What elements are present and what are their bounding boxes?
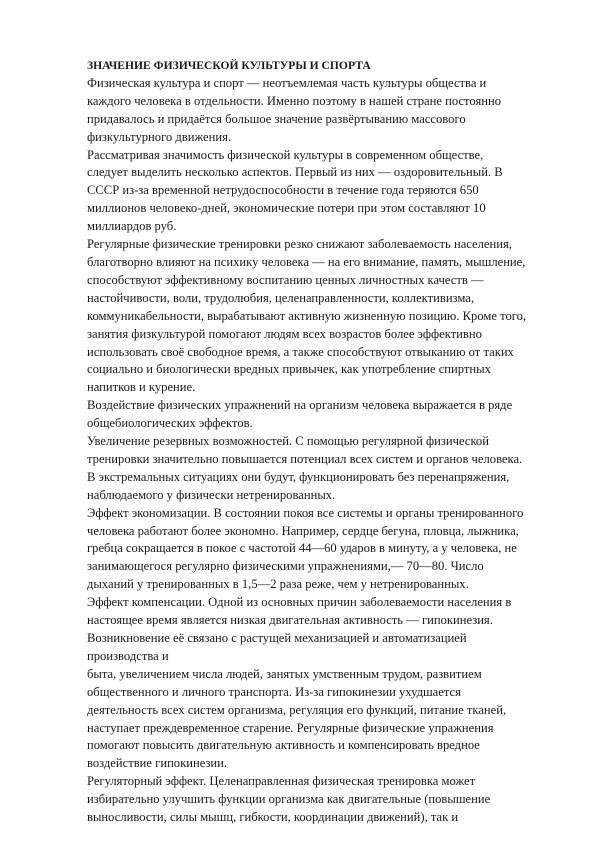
text-line: каждого человека в отдельности. Именно поэтому в нашей стране постоянно: [87, 93, 502, 108]
text-line: выносливости, силы мышц, гибкости, координации движений), так и: [87, 810, 459, 825]
text-line: настойчивости, воли, трудолюбия, целенаправленности, коллективизма,: [87, 290, 474, 305]
text-line: физкультурного движения.: [87, 129, 232, 144]
text-line: общественного и личного транспорта. Из-за гипокинезии ухудшается: [87, 684, 461, 699]
text-line: Возникновение её связано с растущей механизацией и автоматизацией: [87, 631, 467, 645]
text-line: напитков и курение.: [87, 380, 196, 395]
text-line: благотворно влияют на психику человека — на его внимание, память, мышление,: [87, 254, 526, 269]
text-line: наблюдаемого у физически нетренированных.: [87, 487, 336, 502]
text-line: СССР из-за временной нетрудоспособности в течение года теряются 650: [87, 183, 479, 198]
text-line: человека работают более экономно. Например, сердце бегуна, пловца, лыжника,: [87, 523, 519, 538]
text-line: Рассматривая значимость физической культуры в современном обществе,: [87, 147, 484, 162]
text-line: занимающегося регулярно физическими упражнениями,— 70—80. Число: [87, 559, 484, 574]
text-line: социально и биологически вредных привычек, как употребление спиртных: [87, 362, 491, 377]
text-line: придавалось и придаётся большое значение развёртыванию массового: [87, 111, 466, 126]
text-line: общебиологических эффектов.: [87, 416, 253, 431]
text-line: миллионов человеко-дней, экономические потери при этом составляют 10: [87, 201, 486, 216]
text-line: тренировки значительно повышается потенциал всех систем и органов человека.: [87, 451, 523, 466]
text-line: деятельность всех систем организма, регуляция его функций, питание тканей,: [87, 702, 507, 717]
text-line: воздействие гипокинезии.: [87, 756, 228, 771]
text-line: Регуляторный эффект. Целенаправленная физическая тренировка может: [87, 774, 476, 789]
text-line: миллиардов руб.: [87, 219, 177, 234]
text-line: В экстремальных ситуациях они будут, функционировать без перенапряжения,: [87, 469, 510, 484]
text-line: настоящее время является низкая двигательная активность — гипокинезия.: [87, 613, 493, 628]
text-line: избирательно улучшить функции организма как двигательные (повышение: [87, 792, 491, 807]
text-line: занятия физкультурой помогают людям всех возрастов более эффективно: [87, 326, 482, 341]
document-body: [87, 57, 562, 827]
text-line: использовать своё свободное время, а также способствуют отвыканию от таких: [87, 344, 514, 359]
text-line: следует выделить несколько аспектов. Первый из них — оздоровительный. В: [87, 165, 503, 180]
text-line: Эффект экономизации. В состоянии покоя все системы и органы тренированного: [87, 505, 524, 520]
text-line: Регулярные физические тренировки резко снижают заболеваемость населения,: [87, 237, 512, 252]
document-text: [87, 75, 562, 827]
text-line: способствуют эффективному воспитанию ценных личностных качеств —: [87, 272, 484, 287]
text-line: Физическая культура и спорт — неотъемлемая часть культуры общества и: [87, 75, 487, 90]
text-line: Воздействие физических упражнений на организм человека выражается в ряде: [87, 398, 513, 413]
text-line: наступает преждевременное старение. Регулярные физические упражнения: [87, 720, 494, 735]
text-line: помогают повысить двигательную активность и компенсировать вредное: [87, 738, 480, 753]
text-line: коммуникабельности, вырабатывают активную жизненную позицию. Кроме того,: [87, 308, 527, 323]
text-line: гребца сокращается в покое с частотой 44—60 ударов в минуту, а у человека, не: [87, 541, 517, 556]
text-line: дыханий у тренированных в 1,5—2 раза реже, чем у нетренированных.: [87, 577, 469, 592]
text-line: быта, увеличением числа людей, занятых умственным трудом, развитием: [87, 666, 482, 681]
text-line: Увеличение резервных возможностей. С помощью регулярной физической: [87, 434, 489, 449]
document-title: ЗНАЧЕНИЕ ФИЗИЧЕСКОЙ КУЛЬТУРЫ И СПОРТА: [87, 59, 371, 72]
text-line: Эффект компенсации. Одной из основных причин заболеваемости населения в: [87, 595, 512, 610]
text-line: производства и: [87, 648, 169, 663]
